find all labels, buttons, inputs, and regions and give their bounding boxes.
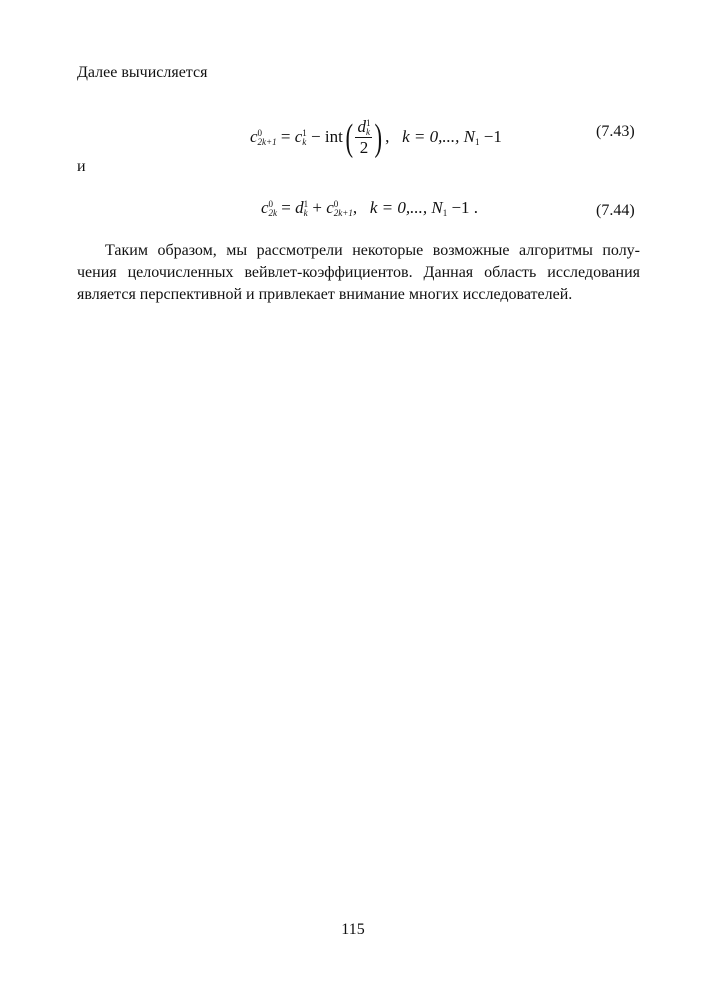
eq2-d-sub: k [303,208,308,219]
eq1-c-sub: 2k+1 [257,137,277,148]
intro-text: Далее вычисляется [77,64,208,81]
eq2-c2-sup: 0 [333,199,339,210]
equation-number-7-43: (7.43) [596,123,635,140]
eq1-range: k = 0,..., N [402,127,475,147]
page-number: 115 [341,921,365,938]
eq2-plus: + [312,198,322,217]
eq2-n-sub: 1 [442,208,448,219]
paragraph-line: является перспективной и привлекает внимание многих исследователей. [77,286,573,303]
eq2-c-sub: 2k [268,208,278,219]
eq1-comma: , [385,127,390,147]
eq1-range-tail: −1 [479,127,502,147]
eq2-d-sup: 1 [303,199,309,210]
eq1-c-sup: 0 [257,128,263,139]
eq1-n-sub: 1 [474,137,480,148]
eq1-denominator: 2 [359,138,369,158]
eq1-minus-int: − int [311,127,343,147]
equation-7-44: c 0 2k = d 1 k + c 0 2k+1 , k = 0,..., N 1 −1 . [261,198,479,219]
eq2-comma: , [352,198,358,217]
eq1-d-sub: k [365,127,370,138]
eq1-fraction: d 1 k 2 [357,117,371,158]
eq2-c2-sub: 2k+1 [333,208,353,219]
eq1-equals: = [280,127,291,147]
equation-7-43: c 0 2k+1 = c 1 k − int( d 1 k 2 ) , k = 0,..., N 1 −1 [250,117,502,160]
eq2-equals: = [281,198,291,217]
eq2-range-tail: −1 . [447,198,479,217]
paragraph-line: чения целочисленных вейвлет-коэффициентов. Данная область исследования [77,264,640,281]
equation-number-7-44: (7.44) [596,202,635,219]
paragraph-line: Таким образом, мы рассмотрели некоторые возможные алгоритмы полу- [105,242,640,259]
eq1-c2-sub: k [302,137,307,148]
conjunction-text: и [77,158,86,175]
eq1-d-sup: 1 [365,118,371,129]
eq2-range: k = 0,..., N [369,198,443,217]
eq1-c2-sup: 1 [302,128,307,139]
body-paragraph [77,240,640,306]
eq2-c-sup: 0 [268,199,274,210]
